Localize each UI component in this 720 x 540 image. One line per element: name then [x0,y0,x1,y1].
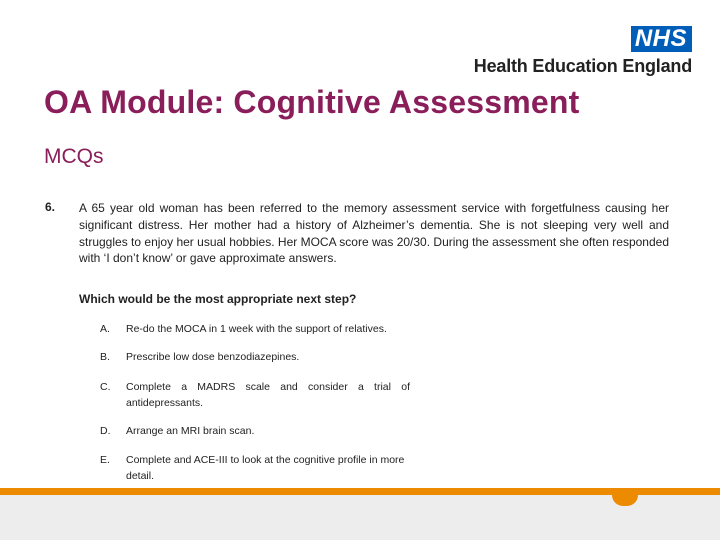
hee-logo [474,26,692,77]
option-text: Arrange an MRI brain scan. [126,425,255,437]
option-letter: A. [100,323,110,335]
option-letter: E. [100,454,110,466]
nhs-logo-badge: NHS [631,26,692,52]
footer-orange-stripe [0,488,720,495]
answer-option-a [100,321,410,337]
question-prompt: Which would be the most appropriate next step? [79,292,357,306]
question-number: 6. [45,200,56,214]
option-text: Complete a MADRS scale and consider a trial of antidepressants. [126,381,410,409]
question-stem: A 65 year old woman has been referred to the memory assessment service with forgetfulness causing her significant distress. Her mother had a history of Alzheimer’s dementia. She is not sleeping very well and struggles to enjoy her usual hobbies. Her MOCA score was 20/30. During the assessment she often responded with ‘I don’t know’ or gave approximate answers. [79,201,669,266]
option-text: Complete and ACE-III to look at the cognitive profile in more detail. [126,454,405,482]
option-text: Prescribe low dose benzodiazepines. [126,351,300,363]
option-text: Re-do the MOCA in 1 week with the support of relatives. [126,323,387,335]
option-letter: D. [100,425,111,437]
organization-name: Health Education England [473,56,692,76]
option-letter: C. [100,381,111,393]
footer-band [0,495,720,540]
option-letter: B. [100,351,110,363]
answer-option-e [100,452,410,484]
answer-option-c [100,379,410,411]
slide-subtitle: MCQs [44,145,104,168]
answer-options [100,321,410,484]
slide-title: OA Module: Cognitive Assessment [44,84,580,120]
answer-option-d [100,423,410,439]
answer-option-b [100,349,410,365]
